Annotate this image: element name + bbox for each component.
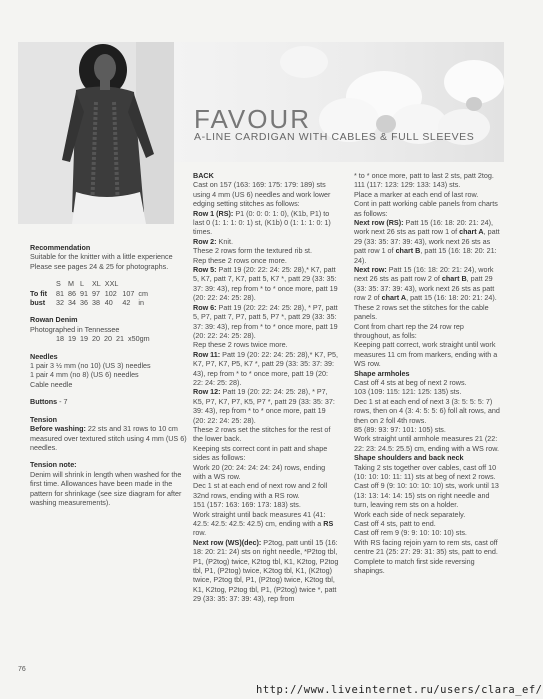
yarn-unit: x50gm — [128, 334, 150, 344]
row-text: P2tog, patt until 15 (16: 18: 20: 21: 24) sts on right needle, *P2tog tbl, P1, (P2tog) twice, K2tog tbl, K1, K2tog, P2tog tbl, P1, (P2tog) twice, K2tog tbl, K1, (K2tog) twice, P2tog tbl, P1, (P2tog) twice, K2tog tbl, K1, K2tog, P2tog tbl, P1, (P2tog) twice *, patt 29 (33: 35: 37: 39: 43), rep from — [193, 537, 339, 604]
size-cell: 40 — [104, 298, 113, 308]
instruction-paragraph: These 2 rows set the stitches for the cable panels. — [354, 302, 489, 322]
row-label: Row 12: — [193, 387, 221, 397]
chart-ref: chart A — [381, 293, 407, 303]
size-unit: cm — [138, 288, 148, 298]
instruction-paragraph: Keeping sts correct cont in patt and shape sides as follows: — [193, 443, 328, 463]
size-head-cell: S — [56, 279, 61, 289]
back-heading: BACK — [193, 171, 214, 180]
buttons-heading: Buttons — [30, 397, 58, 407]
row-instruction — [193, 350, 339, 388]
yarn-heading: Rowan Denim — [30, 315, 78, 325]
yarn-photo-note: Photographed in Tennessee — [30, 324, 120, 334]
size-cell: 81 — [56, 288, 64, 298]
yarn-count-cell: 20 — [92, 334, 100, 344]
orchid-banner-image — [174, 42, 504, 162]
tension-note-text: Denim will shrink in length when washed for the first time. Allowances have been made in the pattern for shrinkage (see size diagram for after washing measurements). — [30, 469, 182, 507]
instruction-paragraph: Cast off 4 sts at beg of next 2 rows. — [354, 377, 467, 387]
instruction-paragraph: 151 (157: 163: 169: 173: 183) sts. — [193, 500, 301, 510]
row-text: Knit. — [216, 236, 233, 246]
pattern-subtitle: A-LINE CARDIGAN WITH CABLES & FULL SLEEVES — [194, 131, 475, 143]
needle-item: 1 pair 3 ½ mm (no 10) (US 3) needles — [30, 361, 151, 371]
row-label: Row 6: — [193, 302, 217, 312]
size-head-cell: XL — [92, 279, 101, 289]
size-head-cell: XXL — [104, 279, 119, 289]
instruction-paragraph: Keeping patt correct, work straight until work measures 11 cm from markers, ending with a WS row. — [354, 340, 498, 369]
size-head-cell — [122, 279, 138, 288]
row-text: Patt 19 (20: 22: 24: 25: 28),* K7, patt 5, K7, patt 7, K7, patt 5, K7 *, patt 29 (33: 35: 37: 39: 43), rep from * to * once more, patt 19 (20: 22: 24: 25: 28). — [193, 265, 338, 303]
row-text: , patt 29 (33: 35: 37: 39: 43), work next 26 sts as patt row 2 of — [354, 274, 495, 303]
size-cell: 32 — [56, 298, 64, 308]
row-text: Patt 19 (20: 22: 24: 25: 28), * P7, patt 5, P7, patt 7, P7, patt 5, P7 *, patt 29 (33: 35: 37: 39: 43), rep from * to * once more, patt 19 (20: 22: 24: 25: 28). — [193, 302, 338, 340]
needle-item: 1 pair 4 mm (no 8) (US 6) needles — [30, 370, 139, 380]
yarn-count-cell: 19 — [80, 334, 88, 344]
instruction-paragraph: Rep these 2 rows twice more. — [193, 340, 288, 350]
instruction-paragraph: Dec 1 st at each end of next row and 2 foll 32nd rows, ending with a RS row. — [193, 481, 328, 500]
instruction-paragraph: Cast off 9 (9: 10: 10: 10: 10) sts, work until 13 (13: 13: 14: 14: 15) sts on right needle and turn, leaving rem sts on a holder. — [354, 481, 499, 510]
instruction-paragraph: Work each side of neck separately. — [354, 509, 466, 519]
instruction-text: row. — [193, 528, 207, 538]
row-instruction — [193, 538, 339, 604]
tension-label: Before washing: — [30, 424, 86, 434]
buttons-count: - 7 — [57, 397, 68, 407]
continued-instructions-column — [354, 171, 500, 575]
armholes-heading: Shape armholes — [354, 368, 410, 378]
instruction-paragraph — [193, 510, 339, 538]
yarn-count-cell: 18 — [56, 334, 64, 344]
instruction-paragraph: These 2 rows set the stitches for the rest of the lower back. — [193, 424, 331, 444]
row-text: Patt 15 (16: 18: 20: 21: 24), work next 26 sts as patt row 2 of — [354, 265, 494, 284]
source-url-watermark: http://www.liveinternet.ru/users/clara_ef/ — [256, 684, 543, 696]
row-instruction — [354, 265, 500, 303]
instruction-paragraph: Work straight until armhole measures 21 (22: 22: 23: 24.5: 25.5) cm, ending with a WS row. — [354, 434, 500, 453]
row-text: , patt 15 (16: 18: 20: 21: 24). — [406, 293, 497, 303]
size-cell: 102 — [104, 288, 117, 298]
row-label: Row 5: — [193, 265, 217, 275]
size-cell: 91 — [80, 288, 88, 298]
bust-label: bust — [30, 298, 46, 308]
row-text: Patt 15 (16: 18: 20: 21: 24), work next 26 sts as patt row 1 of — [354, 218, 494, 237]
size-head-cell: L — [80, 279, 84, 289]
tension-heading: Tension — [30, 414, 58, 424]
size-cell: 86 — [68, 288, 76, 298]
row-label: Row 1 (RS): — [193, 208, 234, 218]
instruction-paragraph: Dec 1 st at each end of next 3 (3: 5: 5: 5: 7) rows, then on 4 (3: 4: 5: 5: 6) foll alt rows, and then on 2 foll 4th rows. — [354, 396, 500, 425]
bust-row — [30, 298, 152, 307]
instruction-paragraph: * to * once more, patt to last 2 sts, patt 2tog. 111 (117: 123: 129: 133: 143) sts. — [354, 171, 494, 190]
needle-item: Cable needle — [30, 379, 73, 389]
instruction-paragraph: 103 (109: 115: 121: 125: 135) sts. — [354, 387, 462, 397]
size-unit: in — [138, 298, 144, 308]
row-label: Next row: — [354, 265, 387, 275]
instruction-paragraph: Taking 2 sts together over cables, cast off 10 (10: 10: 10: 11: 11) sts at beg of next 2 rows. — [354, 462, 497, 481]
row-instruction — [354, 218, 500, 265]
row-text: Patt 19 (20: 22: 24: 25: 28), * P7, K5, P7, K7, P7, K5, P7 *, patt 29 (33: 35: 37: 39: 43), rep from * to * once more, patt 19 (20: 22: 24: 25: 28). — [193, 387, 335, 425]
size-header-row — [30, 279, 152, 288]
instruction-paragraph: Cast off rem 9 (9: 9: 10: 10: 10) sts. — [354, 528, 467, 538]
to-fit-row — [30, 289, 152, 298]
size-cell: 36 — [80, 298, 88, 308]
page-number: 76 — [18, 666, 26, 673]
recommendation-text: Suitable for the knitter with a little experience Please see pages 24 & 25 for photographs. — [30, 252, 173, 271]
instruction-paragraph: Cast on 157 (163: 169: 175: 179: 189) sts using 4 mm (US 6) needles and work lower edging setting stitches as follows: — [193, 180, 331, 209]
row-label: Next row (RS): — [354, 218, 404, 228]
row-label: Row 11: — [193, 349, 221, 359]
buttons-line — [30, 397, 190, 406]
row-instruction — [193, 209, 339, 237]
back-instructions-column — [193, 171, 339, 604]
size-head-cell — [30, 279, 56, 288]
instruction-paragraph: Work 20 (20: 24: 24: 24: 24) rows, ending with a WS row. — [193, 462, 326, 481]
row-instruction — [193, 303, 339, 341]
row-text: , patt 15 (16: 18: 20: 21: 24). — [354, 246, 497, 265]
tension-body: 22 sts and 31 rows to 10 cm measured over textured stitch using 4 mm (US 6) needles. — [30, 424, 187, 452]
instruction-paragraph: These 2 rows form the textured rib st. — [193, 246, 313, 256]
pattern-info-column — [30, 243, 190, 507]
pattern-title: FAVOUR — [194, 104, 311, 134]
instruction-paragraph: Complete to match first side reversing shapings. — [354, 556, 475, 576]
shoulders-neck-heading: Shape shoulders and back neck — [354, 453, 464, 463]
row-label: Row 2: — [193, 236, 217, 246]
needles-heading: Needles — [30, 351, 58, 361]
size-cell: 107 — [122, 288, 135, 298]
row-instruction — [193, 387, 339, 425]
size-cell: 38 — [92, 298, 100, 308]
size-cell: 42 — [122, 298, 131, 308]
row-text: P1 (0: 0: 0: 1: 0), (K1b, P1) to last 0 (1: 1: 1: 0: 1) st, (K1b) 0 (1: 1: 1: 0: 1) times. — [193, 208, 331, 237]
size-cell: 97 — [92, 288, 100, 298]
size-head-cell: M — [68, 279, 74, 289]
tension-text — [30, 424, 190, 452]
instruction-paragraph: Cont from chart rep the 24 row rep throughout, as folls: — [354, 321, 464, 340]
instruction-paragraph: Rep these 2 rows once more. — [193, 255, 287, 265]
model-photo — [18, 42, 174, 224]
size-cell: 34 — [68, 298, 76, 308]
instruction-paragraph: With RS facing rejoin yarn to rem sts, cast off centre 21 (25: 27: 29: 31: 35) sts, patt to end. — [354, 537, 498, 557]
chart-ref: chart B — [441, 274, 467, 284]
row-text: Patt 19 (20: 22: 24: 25: 28),* K7, P5, K7, P7, K7, P5, K7 *, patt 29 (33: 35: 37: 39: 43), rep from * to * once more, patt 19 (20: 22: 24: 25: 28). — [193, 349, 339, 387]
row-instruction — [193, 237, 339, 246]
row-text: , patt 29 (33: 35: 37: 39: 43), work next 26 sts as patt row 1 of — [354, 227, 500, 256]
yarn-count-cell: 20 — [104, 334, 112, 344]
yarn-count-cell: 19 — [68, 334, 76, 344]
size-table — [30, 279, 152, 307]
to-fit-label: To fit — [30, 288, 48, 298]
row-label: Next row (WS)(dec): — [193, 537, 262, 547]
instruction-paragraph: Cont in patt working cable panels from charts as follows: — [354, 199, 498, 218]
yarn-count-row — [30, 334, 154, 343]
tension-note-heading: Tension note: — [30, 460, 77, 470]
recommendation-heading: Recommendation — [30, 243, 91, 252]
row-instruction — [193, 265, 339, 303]
yarn-count-table — [30, 334, 154, 343]
yarn-count-cell: 21 — [116, 334, 124, 344]
instruction-paragraph: Place a marker at each end of last row. — [354, 189, 479, 199]
instruction-paragraph: Cast off 4 sts, patt to end. — [354, 519, 436, 529]
instruction-emphasis: RS — [323, 519, 334, 529]
instruction-paragraph: 85 (89: 93: 97: 101: 105) sts. — [354, 424, 446, 434]
instruction-text: Work straight until back measures 41 (41: 42.5: 42.5: 42.5: 42.5) cm, ending with a — [193, 509, 326, 529]
chart-ref: chart A — [459, 227, 484, 237]
chart-ref: chart B — [395, 246, 421, 256]
